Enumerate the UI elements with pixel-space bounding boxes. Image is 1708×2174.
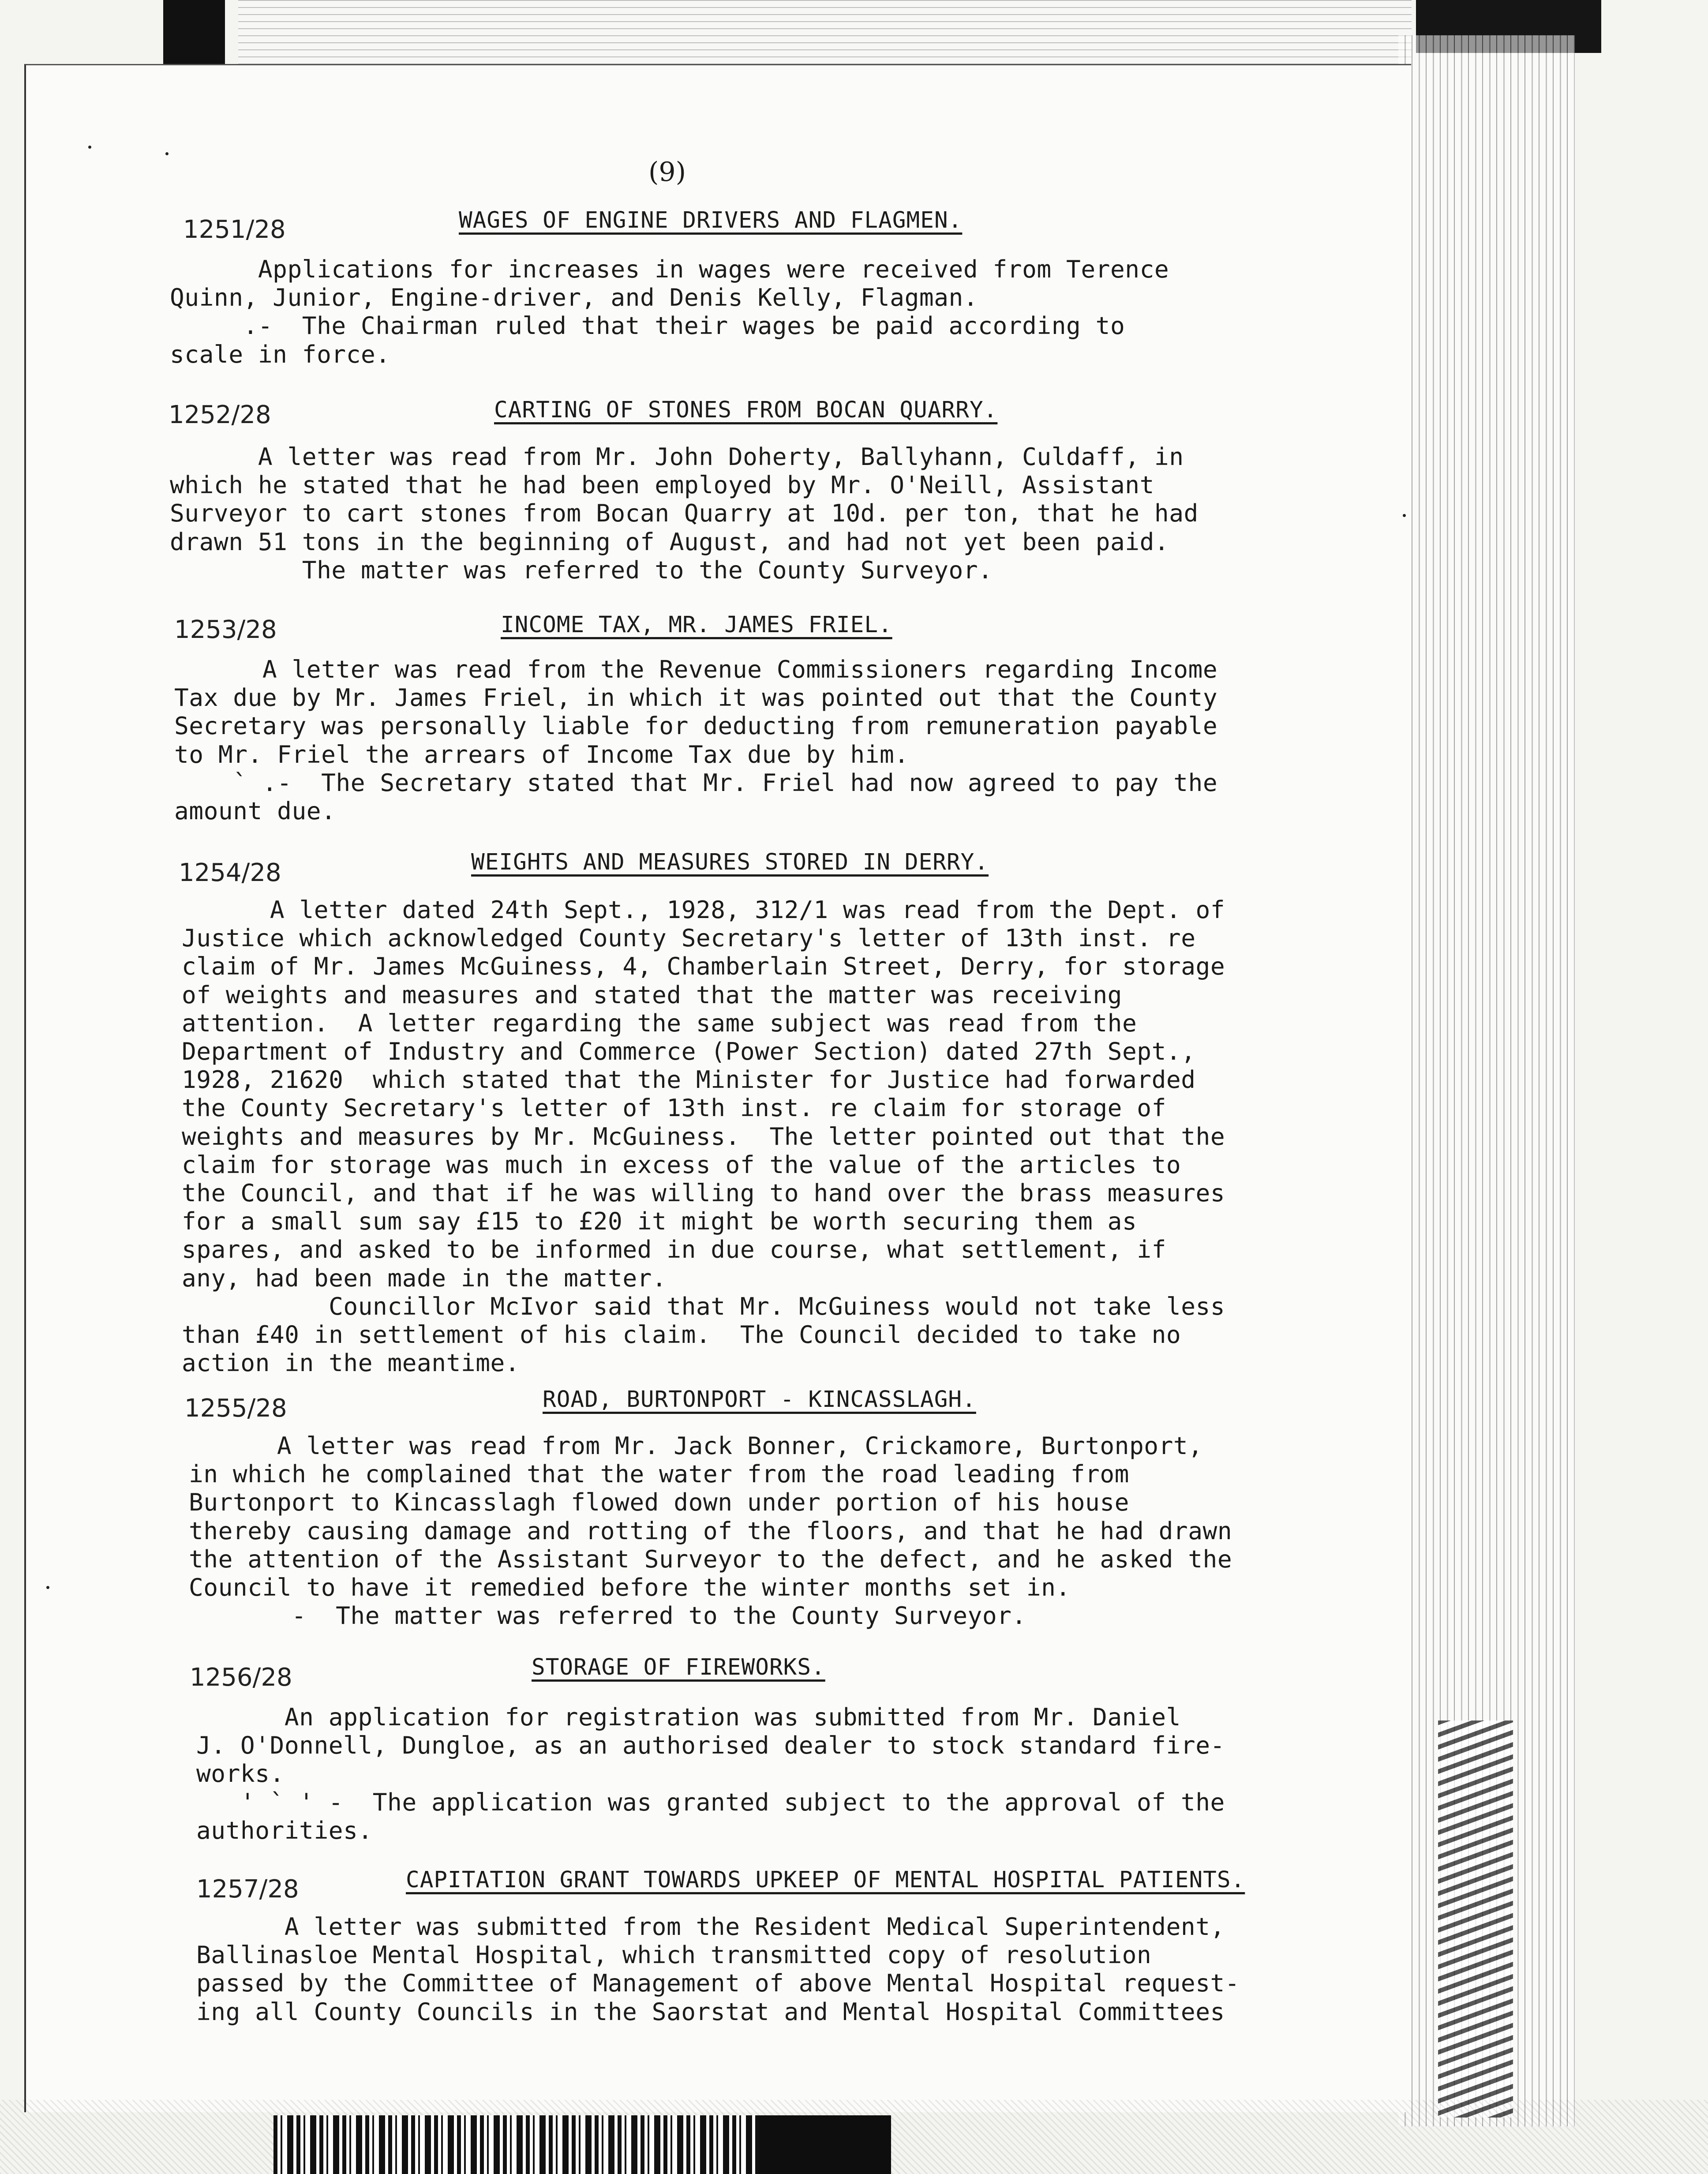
- minute-number: 1256/28: [190, 1663, 292, 1692]
- minute-text: A letter was read from Mr. Jack Bonner, Crickamore, Burtonport, in which he complained that the water from the road leading from Burtonport to Kincasslagh flowed down under portion of his house thereby causing damage and rotting of the floors, and that he had drawn the attention of the Assistant Surveyor to the defect, and he asked the Council to have it remedied before the winter months set in. - The matter was referred to the County Surveyor.: [189, 1432, 1232, 1630]
- minute-heading: WEIGHTS AND MEASURES STORED IN DERRY.: [471, 849, 989, 875]
- minute-heading: STORAGE OF FIREWORKS.: [532, 1654, 825, 1680]
- barcode-solid-block: [759, 2115, 891, 2174]
- minute-number: 1254/28: [179, 858, 281, 887]
- minute-number: 1257/28: [196, 1875, 299, 1904]
- minute-number: 1253/28: [174, 615, 277, 644]
- minute-number: 1252/28: [169, 401, 271, 429]
- scan-speck: [1403, 514, 1406, 517]
- binding-dark-corner: [163, 0, 225, 66]
- minute-heading: INCOME TAX, MR. JAMES FRIEL.: [501, 612, 892, 638]
- barcode-strip: [273, 2115, 759, 2174]
- scan-speck: [46, 1586, 49, 1589]
- minute-number: 1251/28: [183, 215, 286, 244]
- minute-heading: WAGES OF ENGINE DRIVERS AND FLAGMEN.: [459, 207, 963, 233]
- minute-heading: CARTING OF STONES FROM BOCAN QUARRY.: [494, 397, 998, 423]
- minute-text: A letter was read from Mr. John Doherty, Ballyhann, Culdaff, in which he stated that he had been employed by Mr. O'Neill, Assistant Surveyor to cart stones from Bocan Quarry at 10d. per ton, that he had drawn 51 tons in the beginning of August, and had not yet been paid. The matter was referred to the County Surveyor.: [170, 442, 1199, 584]
- page-number: (9): [648, 157, 686, 187]
- minute-number: 1255/28: [184, 1394, 287, 1423]
- minute-text: A letter dated 24th Sept., 1928, 312/1 was read from the Dept. of Justice which acknowledged County Secretary's letter of 13th inst. re claim of Mr. James McGuiness, 4, Chamberlain Street, Derry, for storage of weights and measures and stated that the matter was receiving attention. A letter regarding the same subject was read from the Department of Industry and Commerce (Power Section) dated 27th Sept., 1928, 21620 which stated that the Minister for Justice had forwarded the County Secretary's letter of 13th inst. re claim for storage of weights and measures by Mr. McGuiness. The letter pointed out that the claim for storage was much in excess of the value of the articles to the Council, and that if he was willing to hand over the brass measures for a small sum say £15 to £20 it might be worth securing them as spares, and asked to be informed in due course, what settlement, if any, had been made in the matter. Councillor McIvor said that Mr. McGuiness would not take less than £40 in settlement of his claim. The Council decided to take no action in the meantime.: [182, 896, 1225, 1377]
- book-edge-shadow: [1438, 1720, 1513, 2118]
- minute-heading: ROAD, BURTONPORT - KINCASSLAGH.: [543, 1387, 976, 1413]
- minute-heading: CAPITATION GRANT TOWARDS UPKEEP OF MENTAL HOSPITAL PATIENTS.: [406, 1867, 1245, 1893]
- scan-speck: [165, 152, 169, 155]
- scan-speck: [88, 146, 91, 149]
- minute-text: A letter was read from the Revenue Commissioners regarding Income Tax due by Mr. James Friel, in which it was pointed out that the County Secretary was personally liable for deducting from remuneration payable to Mr. Friel the arrears of Income Tax due by him. ` .- The Secretary stated that Mr. Friel had now agreed to pay the amount due.: [174, 655, 1218, 825]
- minute-text: An application for registration was submitted from Mr. Daniel J. O'Donnell, Dungloe, as an authorised dealer to stock standard fire- works. ' ` ' - The application was granted subject to the approval of the authorities.: [196, 1703, 1225, 1844]
- binding-shadow-top: [238, 0, 1412, 71]
- minute-text: A letter was submitted from the Resident Medical Superintendent, Ballinasloe Mental Hospital, which transmitted copy of resolution passed by the Committee of Management of above Mental Hospital request- ing all County Councils in the Saorstat and Mental Hospital Committees: [196, 1912, 1240, 2026]
- minute-text: Applications for increases in wages were received from Terence Quinn, Junior, Engine-driver, and Denis Kelly, Flagman. .- The Chairman ruled that their wages be paid according to scale in force.: [170, 255, 1169, 368]
